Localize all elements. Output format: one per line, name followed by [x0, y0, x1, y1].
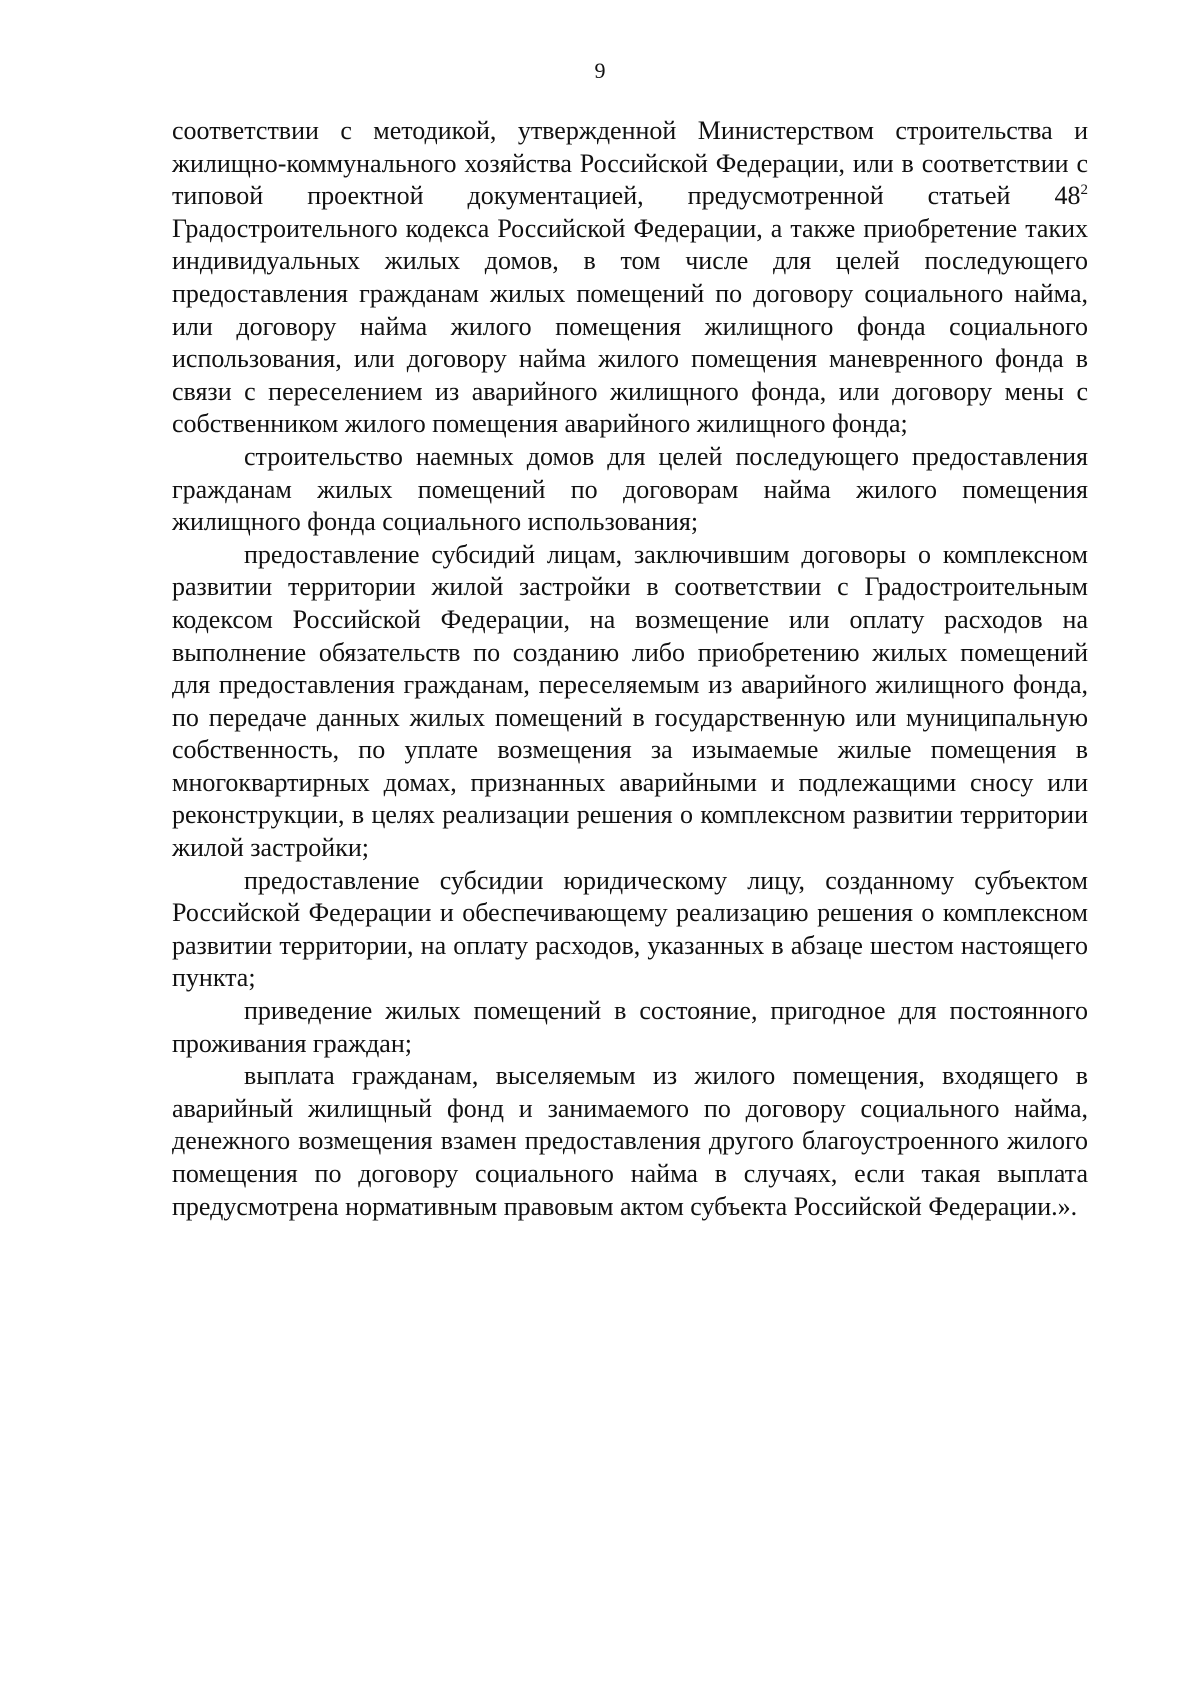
paragraph-subsidy-legal-entity: предоставление субсидии юридическому лицу, созданному субъектом Российской Федерации и обеспечивающему реализацию решения о комплексном развитии территории, на оплату расходов, указанных в абзаце шестом настоящего пункта;	[172, 865, 1088, 993]
paragraph-rental-houses: строительство наемных домов для целей последующего предоставления гражданам жилых помещений по договорам найма жилого помещения жилищного фонда социального использования;	[172, 441, 1088, 537]
paragraph-bringing-premises: приведение жилых помещений в состояние, пригодное для постоянного проживания граждан;	[172, 996, 1088, 1058]
paragraph-continuation	[172, 115, 1088, 441]
paragraph-text-part: соответствии с методикой, утвержденной Министерством строительства и жилищно-коммунального хозяйства Российской Федерации, или в соответствии с типовой проектной документацией, предусмотренной статьей 48	[172, 116, 1088, 211]
superscript-article-index: 2	[1080, 182, 1088, 199]
page-number: 9	[594, 58, 606, 83]
paragraph-subsidies-contracts: предоставление субсидий лицам, заключившим договоры о комплексном развитии территории жилой застройки в соответствии с Градостроительным кодексом Российской Федерации, на возмещение или оплату расходов на выполнение обязательств по созданию либо приобретению жилых помещений для предоставления гражданам, переселяемым из аварийного жилищного фонда, по передаче данных жилых помещений в государственную или муниципальную собственность, по уплате возмещения за изымаемые жилые помещения в многоквартирных домах, признанных аварийными и подлежащими сносу или реконструкции, в целях реализации решения о комплексном развитии территории жилой застройки;	[172, 539, 1088, 863]
paragraph-text-part: Градостроительного кодекса Российской Федерации, а также приобретение таких индивидуальных жилых домов, в том числе для целей последующего предоставления гражданам жилых помещений по договору социального найма, или договору найма жилого помещения жилищного фонда социального использования, или договору найма жилого помещения маневренного фонда в связи с переселением из аварийного жилищного фонда, или договору мены с собственником жилого помещения аварийного жилищного фонда;	[172, 213, 1088, 439]
paragraph-payment-citizens: выплата гражданам, выселяемым из жилого помещения, входящего в аварийный жилищный фонд и занимаемого по договору социального найма, денежного возмещения взамен предоставления другого благоустроенного жилого помещения по договору социального найма в случаях, если такая выплата предусмотрена нормативным правовым актом субъекта Российской Федерации.».	[172, 1061, 1088, 1221]
document-body	[172, 115, 1088, 1223]
